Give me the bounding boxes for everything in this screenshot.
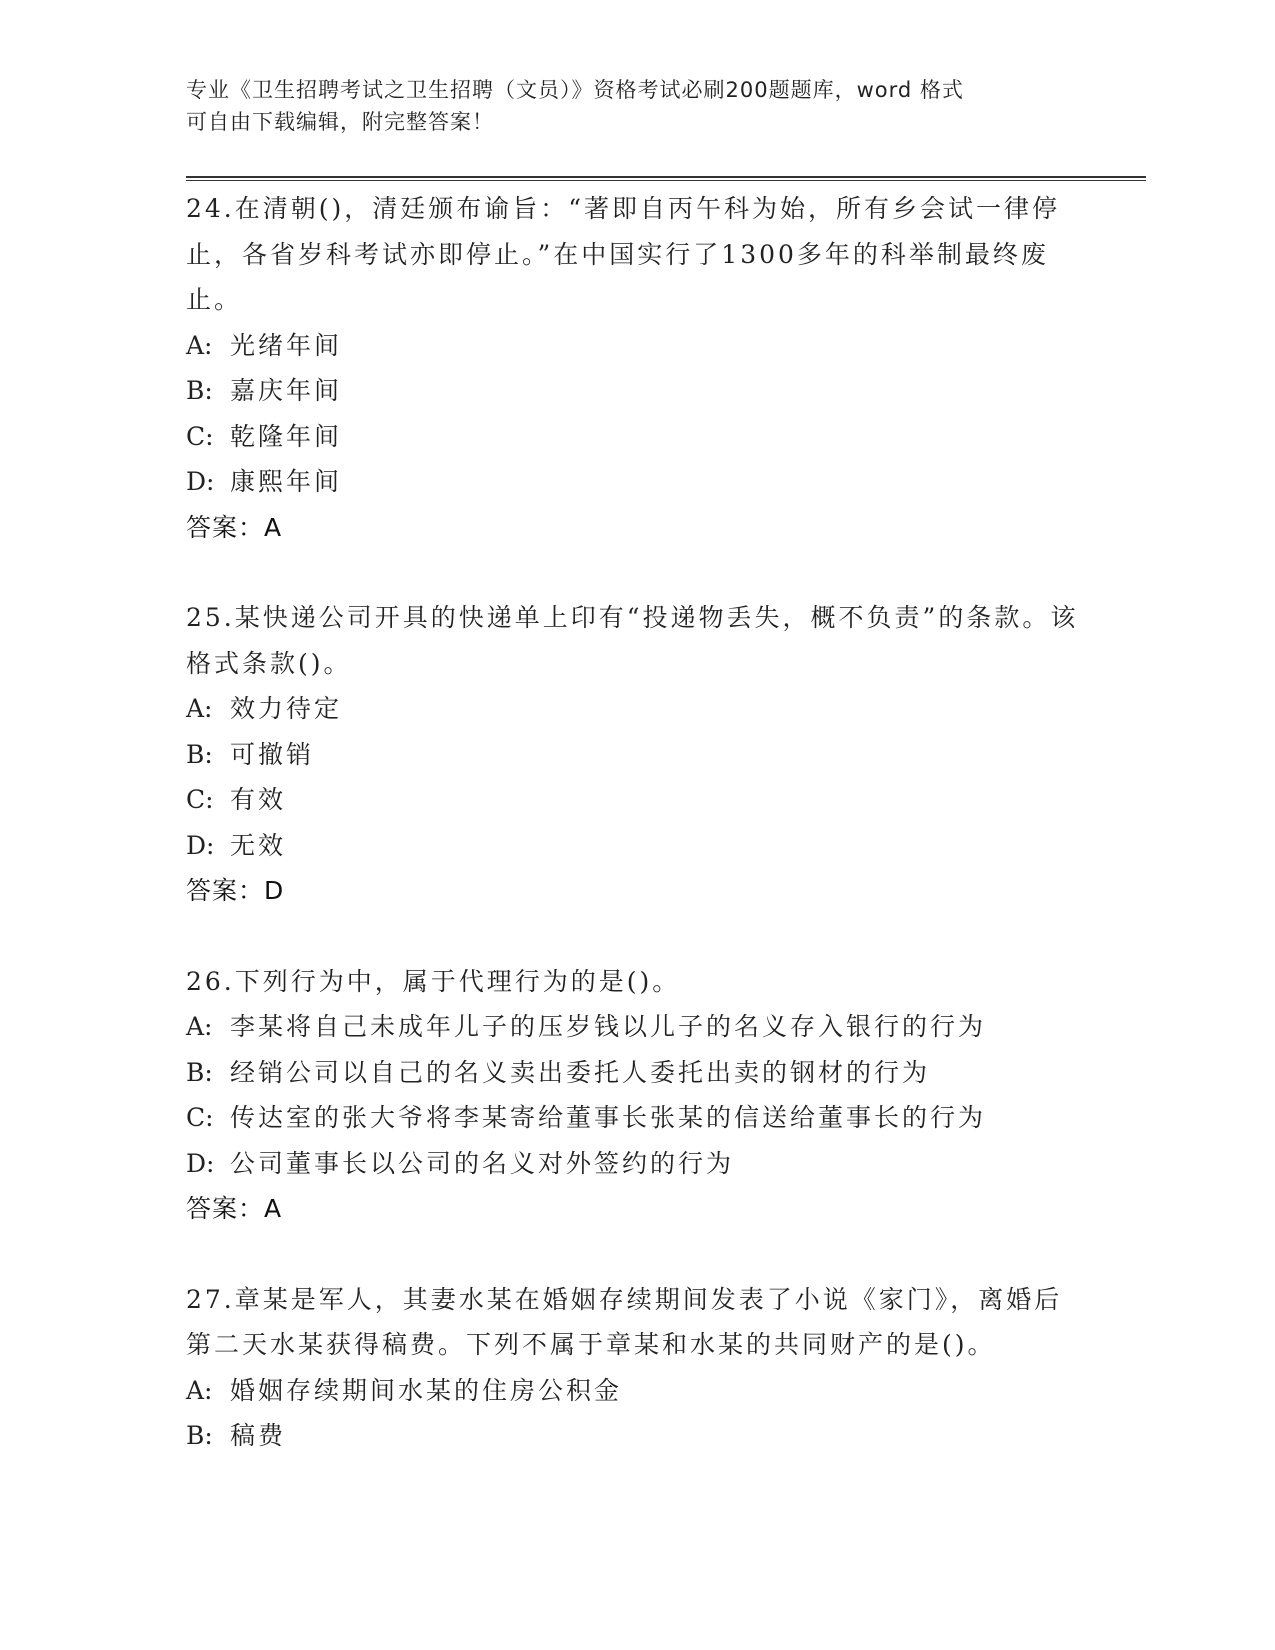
- option-c: [186, 1095, 1086, 1141]
- option-a: [186, 1368, 1086, 1414]
- answer: 答案：A: [186, 1194, 283, 1223]
- question-list: [186, 186, 1086, 1504]
- option-text: 效力待定: [230, 694, 343, 723]
- option-letter: B:: [186, 739, 213, 769]
- option-letter: B:: [186, 1057, 213, 1087]
- option-letter: D:: [186, 830, 215, 860]
- option-letter: C:: [186, 421, 214, 451]
- option-text: 有效: [230, 785, 287, 814]
- option-text: 经销公司以自己的名义卖出委托人委托出卖的钢材的行为: [230, 1057, 931, 1087]
- option-d: [186, 823, 1086, 869]
- option-text: 婚姻存续期间水某的住房公积金: [230, 1375, 623, 1405]
- question-text: 27.章某是军人，其妻水某在婚姻存续期间发表了小说《家门》，离婚后第二天水某获得稿费。下列不属于章某和水某的共同财产的是()。: [186, 1284, 1063, 1359]
- option-c: [186, 777, 1086, 823]
- option-letter: D:: [186, 1148, 215, 1178]
- question-text: 25.某快递公司开具的快递单上印有“投递物丢失，概不负责”的条款。该格式条款()。: [186, 603, 1079, 678]
- option-letter: D:: [186, 467, 215, 496]
- option-text: 公司董事长以公司的名义对外签约的行为: [230, 1148, 735, 1178]
- question-27: [186, 1277, 1086, 1459]
- option-a: [186, 1004, 1086, 1050]
- option-letter: C:: [186, 785, 214, 814]
- page-header: [186, 74, 1066, 138]
- option-letter: C:: [186, 1103, 214, 1132]
- option-text: 李某将自己未成年儿子的压岁钱以儿子的名义存入银行的行为: [230, 1012, 987, 1041]
- option-text: 乾隆年间: [230, 421, 343, 451]
- answer: 答案：D: [186, 876, 285, 905]
- option-text: 传达室的张大爷将李某寄给董事长张某的信送给董事长的行为: [230, 1103, 987, 1132]
- question-text: 24.在清朝()，清廷颁布谕旨：“著即自丙午科为始，所有乡会试一律停止，各省岁科考试亦即停止。”在中国实行了1300多年的科举制最终废止。: [186, 194, 1061, 314]
- option-b: [186, 1050, 1086, 1096]
- option-letter: A:: [186, 330, 213, 360]
- option-text: 康熙年间: [230, 467, 343, 496]
- option-text: 可撤销: [230, 739, 315, 769]
- question-25: [186, 595, 1086, 914]
- header-title-line-1: 专业《卫生招聘考试之卫生招聘（文员）》资格考试必刷200题题库，word 格式: [186, 78, 964, 102]
- option-c: [186, 414, 1086, 460]
- option-b: [186, 1413, 1086, 1459]
- option-text: 嘉庆年间: [230, 376, 343, 405]
- option-letter: B:: [186, 376, 213, 405]
- header-divider: [186, 176, 1146, 181]
- question-26: [186, 959, 1086, 1232]
- option-text: 光绪年间: [230, 330, 343, 360]
- option-d: [186, 1141, 1086, 1187]
- header-title-line-2: 可自由下载编辑，附完整答案！: [186, 110, 494, 134]
- question-24: [186, 186, 1086, 550]
- question-text: 26.下列行为中，属于代理行为的是()。: [186, 966, 681, 996]
- option-letter: B:: [186, 1421, 213, 1450]
- option-d: [186, 459, 1086, 505]
- option-letter: A:: [186, 694, 213, 723]
- option-b: [186, 732, 1086, 778]
- option-letter: A:: [186, 1012, 213, 1041]
- answer: 答案：A: [186, 512, 283, 542]
- option-a: [186, 323, 1086, 369]
- option-text: 无效: [230, 830, 287, 860]
- option-b: [186, 368, 1086, 414]
- option-letter: A:: [186, 1375, 213, 1405]
- option-a: [186, 686, 1086, 732]
- option-text: 稿费: [230, 1421, 287, 1450]
